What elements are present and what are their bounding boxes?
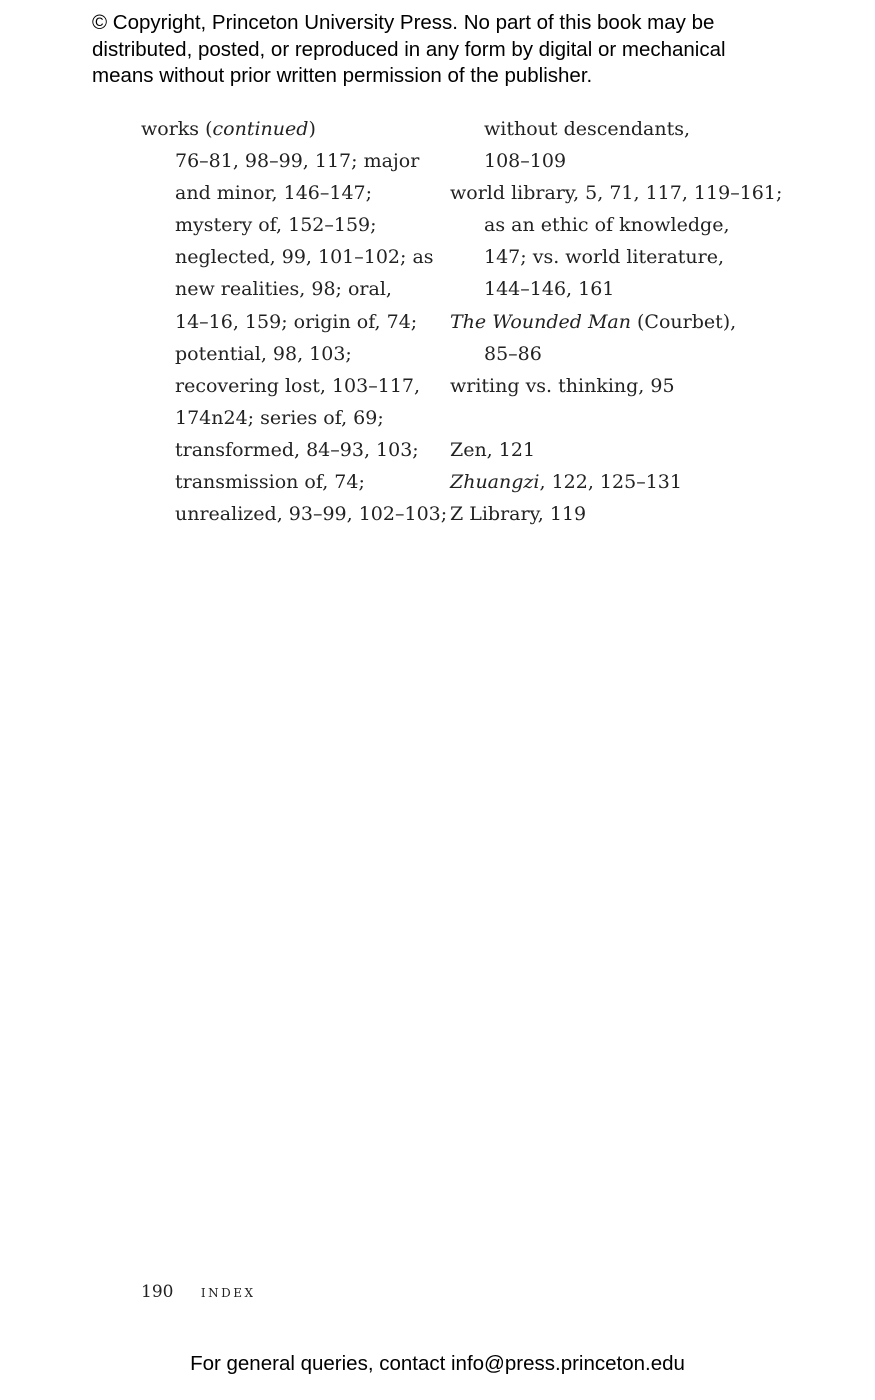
running-footer	[141, 1282, 256, 1302]
index-entry-writing: writing vs. thinking, 95	[450, 374, 675, 397]
entry-detail: (Courbet),	[630, 310, 737, 333]
copyright-line: means without prior written permission of the publisher.	[92, 64, 593, 87]
index-subentry: as an ethic of knowledge,	[484, 214, 730, 237]
index-subentry: transformed, 84–93, 103;	[175, 438, 419, 461]
index-subentry: 14–16, 159; origin of, 74;	[175, 310, 418, 333]
entry-term: works (	[141, 118, 213, 140]
index-subentry: recovering lost, 103–117,	[175, 374, 421, 397]
copyright-line: © Copyright, Princeton University Press. No part of this book may be	[92, 11, 715, 34]
index-subentry: 174n24; series of, 69;	[175, 406, 384, 429]
entry-detail: , 122, 125–131	[539, 471, 682, 494]
index-entry-heading	[141, 113, 441, 145]
contact-line: For general queries, contact info@press.princeton.edu	[190, 1352, 685, 1375]
copyright-notice	[92, 10, 812, 90]
index-column-right	[450, 113, 783, 530]
work-title: Zhuangzi	[450, 471, 540, 494]
work-title: The Wounded Man	[450, 310, 631, 333]
index-subentry: 76–81, 98–99, 117; major	[175, 150, 420, 173]
index-subentry: 85–86	[484, 342, 542, 365]
continued-label: continued	[212, 118, 309, 140]
section-gap	[450, 402, 750, 434]
index-subentry: new realities, 98; oral,	[175, 278, 392, 301]
index-entry-zen: Zen, 121	[450, 438, 536, 461]
index-subentry: 144–146, 161	[484, 278, 615, 301]
index-entry-zhuangzi	[450, 466, 750, 498]
entry-term-close: )	[308, 118, 316, 140]
index-entry-z-library: Z Library, 119	[450, 503, 587, 526]
index-subentry: unrealized, 93–99, 102–103;	[175, 503, 448, 526]
index-entry-wounded-man	[450, 306, 750, 338]
index-subentry: without descendants,	[484, 118, 690, 140]
index-subentry: transmission of, 74;	[175, 471, 365, 494]
index-subentry: 147; vs. world literature,	[484, 246, 725, 269]
index-subentry: mystery of, 152–159;	[175, 214, 377, 237]
copyright-line: distributed, posted, or reproduced in any form by digital or mechanical	[92, 37, 726, 61]
index-subentry: 108–109	[484, 150, 567, 173]
index-subentry: potential, 98, 103;	[175, 342, 352, 365]
section-title: index	[200, 1282, 256, 1302]
index-subentry: neglected, 99, 101–102; as	[175, 246, 434, 269]
index-entry-world-library: world library, 5, 71, 117, 119–161;	[450, 182, 783, 205]
page-number: 190	[141, 1282, 174, 1302]
index-column-left	[141, 113, 448, 530]
index-subentry: and minor, 146–147;	[175, 182, 373, 205]
